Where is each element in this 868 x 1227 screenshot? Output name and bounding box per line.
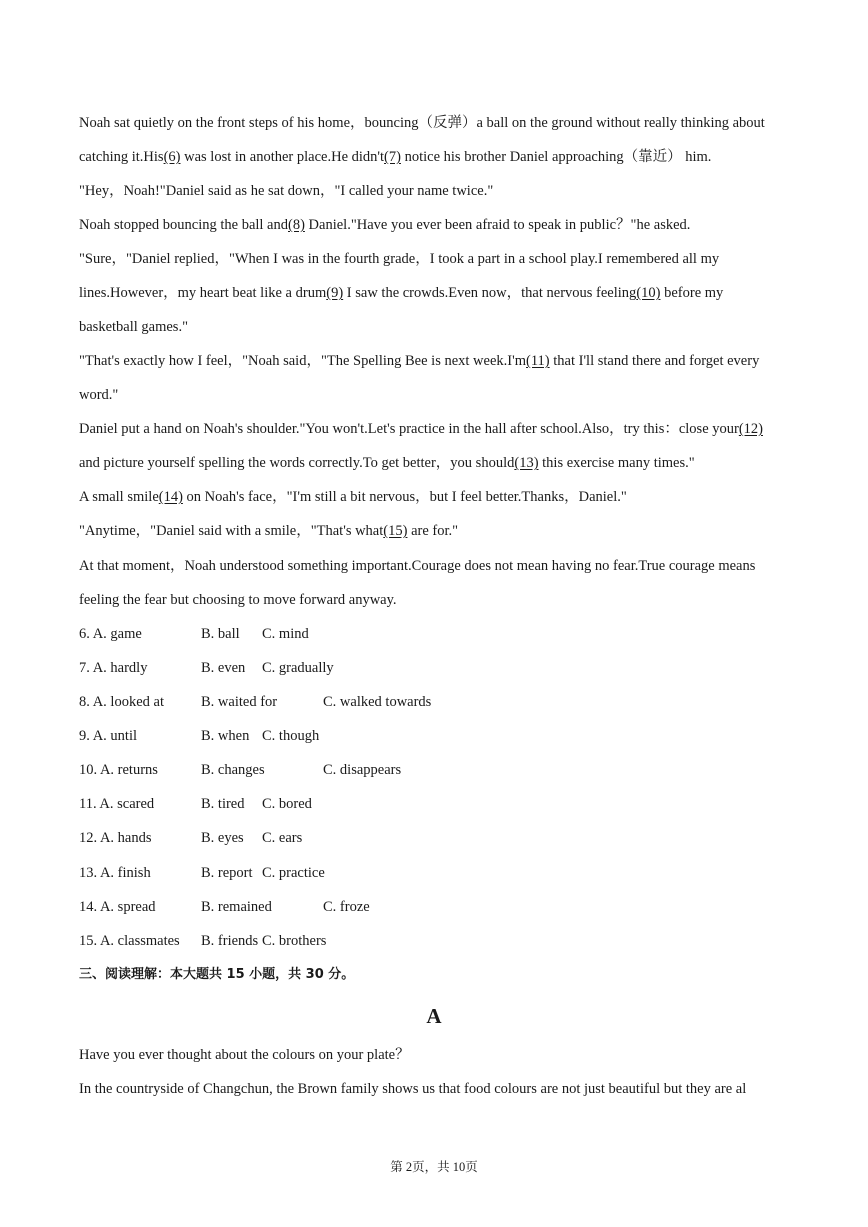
option-a: 10. A. returns — [79, 762, 158, 778]
option-b: B. ball — [201, 626, 240, 642]
passage-line: and picture yourself spelling the words correctly.To get better，you should(13) this exercise many times." — [79, 455, 695, 471]
blank-7: (7) — [384, 149, 401, 165]
option-b: B. even — [201, 660, 246, 676]
passage-line: Noah sat quietly on the front steps of his home，bouncing（反弹）a ball on the ground without really thinking about — [79, 115, 765, 131]
blank-14: (14) — [158, 489, 183, 505]
option-b: B. friends — [201, 933, 259, 949]
option-a: 9. A. until — [79, 728, 138, 744]
section-heading: 三、阅读理解：本大题共 15 小题，共 30 分。 — [79, 967, 355, 982]
option-c: C. practice — [262, 865, 325, 881]
blank-11: (11) — [526, 353, 550, 369]
option-a: 7. A. hardly — [79, 660, 148, 676]
option-c: C. froze — [323, 899, 370, 915]
option-b: B. eyes — [201, 830, 244, 846]
option-b: B. report — [201, 865, 253, 881]
blank-6: (6) — [163, 149, 181, 165]
passage-line: "Hey，Noah!"Daniel said as he sat down，"I called your name twice." — [79, 183, 494, 199]
passage-line: basketball games." — [79, 319, 188, 335]
blank-13: (13) — [514, 455, 539, 471]
option-a: 12. A. hands — [79, 830, 152, 846]
option-c: C. disappears — [323, 762, 402, 778]
passage-line: word." — [79, 387, 119, 403]
option-c: C. ears — [262, 830, 303, 846]
option-c: C. gradually — [262, 660, 334, 676]
option-a: 11. A. scared — [79, 796, 155, 812]
passage-line: "Sure，"Daniel replied，"When I was in the fourth grade，I took a part in a school play.I remembered all my — [79, 251, 720, 267]
option-a: 6. A. game — [79, 626, 142, 642]
option-b: B. remained — [201, 899, 272, 915]
page-footer: 第 2页，共 10页 — [390, 1160, 478, 1174]
passage-line: Noah stopped bouncing the ball and(8) Daniel."Have you ever been afraid to speak in public？"he asked. — [79, 217, 691, 233]
option-a: 8. A. looked at — [79, 694, 164, 710]
passage-line: lines.However，my heart beat like a drum(9) I saw the crowds.Even now，that nervous feeling(10) before my — [79, 285, 724, 301]
option-a: 14. A. spread — [79, 899, 156, 915]
reading-line: In the countryside of Changchun, the Brown family shows us that food colours are not just beautiful but they are al — [79, 1081, 747, 1097]
blank-10: (10) — [636, 285, 661, 301]
passage-line: Daniel put a hand on Noah's shoulder."You won't.Let's practice in the hall after school.Also，try this：close your(12) — [79, 421, 763, 437]
option-a: 15. A. classmates — [79, 933, 180, 949]
option-b: B. tired — [201, 796, 245, 812]
blank-12: (12) — [738, 421, 763, 437]
option-c: C. walked towards — [323, 694, 432, 710]
passage-line: catching it.His(6) was lost in another place.He didn't(7) notice his brother Daniel approaching（靠近） him. — [79, 149, 712, 165]
option-c: C. brothers — [262, 933, 327, 949]
option-b: B. changes — [201, 762, 265, 778]
passage-line: "That's exactly how I feel，"Noah said，"The Spelling Bee is next week.I'm(11) that I'll stand there and forget every — [79, 353, 760, 369]
passage-line: A small smile(14) on Noah's face，"I'm still a bit nervous，but I feel better.Thanks，Daniel." — [79, 489, 627, 505]
passage-line: At that moment，Noah understood something important.Courage does not mean having no fear.True courage means — [79, 558, 756, 574]
blank-9: (9) — [326, 285, 344, 301]
option-c: C. bored — [262, 796, 312, 812]
option-c: C. mind — [262, 626, 309, 642]
reading-line: Have you ever thought about the colours on your plate？ — [79, 1047, 410, 1063]
option-b: B. when — [201, 728, 250, 744]
passage-line: "Anytime，"Daniel said with a smile，"That's what(15) are for." — [79, 523, 459, 539]
option-c: C. though — [262, 728, 320, 744]
passage-line: feeling the fear but choosing to move forward anyway. — [79, 592, 397, 608]
passage-title: A — [426, 1004, 442, 1028]
option-b: B. waited for — [201, 694, 278, 710]
option-a: 13. A. finish — [79, 865, 151, 881]
blank-15: (15) — [383, 523, 408, 539]
blank-8: (8) — [288, 217, 305, 233]
